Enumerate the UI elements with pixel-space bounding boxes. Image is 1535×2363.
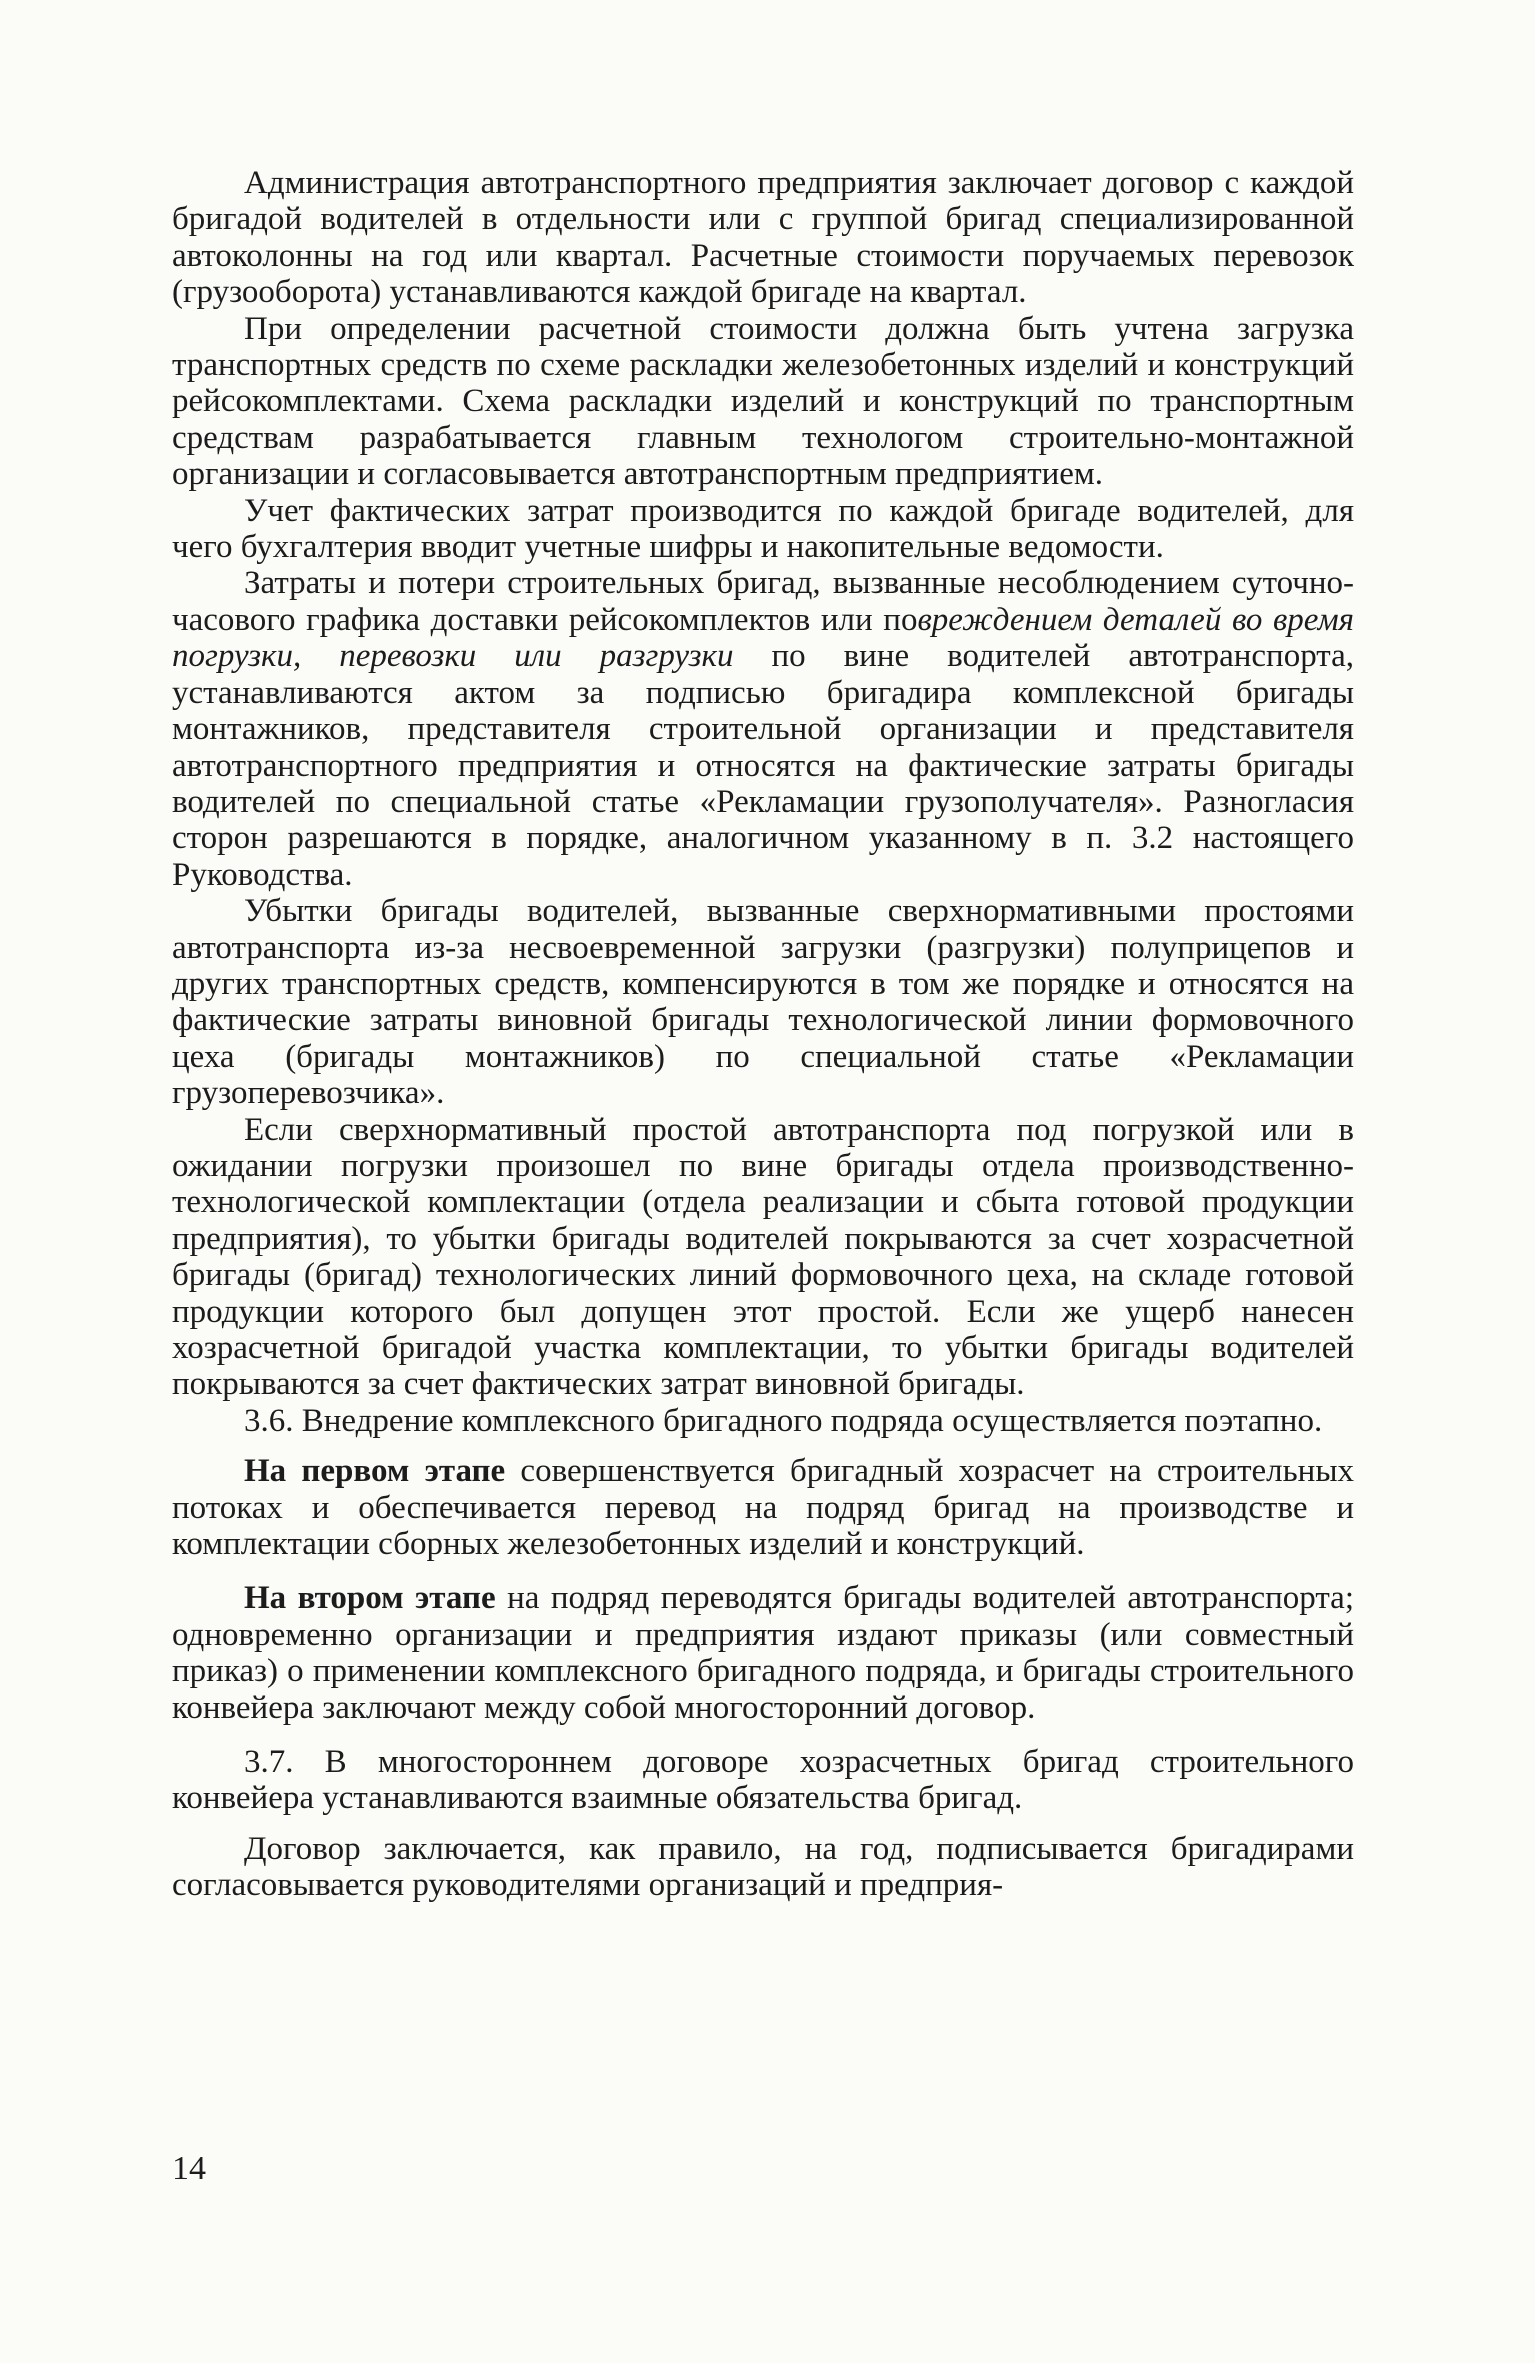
losses-text-start: Затраты и потери строительных бригад, вызванные несоблюдением суточно-часового графика доставки рейсокомплектов или по [172, 565, 1354, 638]
paragraph-section-3-6: 3.6. Внедрение комплексного бригадного подряда осуществляется поэтапно. [244, 1402, 1323, 1439]
paragraph-downtime: Если сверхнормативный простой автотранспорта под погрузкой или в ожидании погрузки произошел по вине бригады отдела производственно-технологической комплектации (отдела реализации и сбыта готовой продукции предприятия), то убытки бригады водителей покрываются за счет хозрасчетной бригады (бригад) технологических линий формовочного цеха, на складе готовой продукции которого был допущен этот простой. Если же ущерб нанесен хозрасчетной бригадой участка комплектации, то убытки бригады водителей покрываются за счет фактических затрат виновной бригады. [172, 1111, 1354, 1403]
paragraph-cost-calculation: При определении расчетной стоимости должна быть учтена загрузка транспортных средств по схеме раскладки железобетонных изделий и конструкций рейсокомплектами. Схема раскладки изделий и конструкций по транспортным средствам разрабатывается главным технологом строительно-монтажной организации и согласовывается автотранспортным предприятием. [172, 310, 1354, 493]
paragraph-accounting: Учет фактических затрат производится по каждой бригаде водителей, для чего бухгалтерия вводит учетные шифры и накопительные ведомости. [172, 492, 1354, 566]
paragraph-driver-losses: Убытки бригады водителей, вызванные сверхнормативными простоями автотранспорта из-за несвоевременной загрузки (разгрузки) полуприцепов и других транспортных средств, компенсируются в том же порядке и относятся на фактические затраты виновной бригады технологической линии формовочного цеха (бригады монтажников) по специальной статье «Рекламации грузоперевозчика». [172, 893, 1354, 1112]
second-stage-text: на подряд переводятся бригады водителей автотранспорта; одновременно организации и предприятия издают приказы (или совместный приказ) о применении комплексного бригадного подряда, и бригады строительного конвейера заключают между собой многосторонний договор. [172, 1580, 1354, 1726]
losses-text-end: по вине водителей автотранспорта, устанавливаются актом за подписью бригадира комплексной бригады монтажников, представителя строительной организации и представителя автотранспортного предприятия и относятся на фактические затраты бригады водителей по специальной статье «Рекламации грузополучателя». Разногласия сторон разрешаются в порядке, аналогичном указанному в п. 3.2 настоящего Руководства. [172, 638, 1355, 893]
page-number: 14 [172, 2150, 206, 2187]
first-stage-text: совершенствуется бригадный хозрасчет на строительных потоках и обеспечивается перевод на подряд бригад на производстве и комплектации сборных железобетонных изделий и конструкций. [172, 1453, 1354, 1563]
paragraph-losses [172, 565, 1354, 893]
paragraph-agreement: Договор заключается, как правило, на год, подписывается бригадирами согласовывается руководителями организаций и предприя- [172, 1830, 1354, 1904]
first-stage-heading: На первом этапе [244, 1453, 506, 1490]
second-stage-heading: На втором этапе [244, 1580, 496, 1617]
losses-text-italic: вреждением деталей во время погрузки, перевозки или разгрузки [172, 601, 1355, 675]
paragraph-contract: Администрация автотранспортного предприятия заключает договор с каждой бригадой водителей в отдельности или с группой бригад специализированной автоколонны на год или квартал. Расчетные стоимости поручаемых перевозок (грузооборота) устанавливаются каждой бригаде на квартал. [172, 165, 1354, 311]
paragraph-first-stage [172, 1453, 1354, 1562]
paragraph-second-stage [172, 1580, 1354, 1726]
page-body [172, 165, 1354, 1904]
paragraph-section-3-7: 3.7. В многостороннем договоре хозрасчетных бригад строительного конвейера устанавливаются взаимные обязательства бригад. [172, 1744, 1354, 1817]
